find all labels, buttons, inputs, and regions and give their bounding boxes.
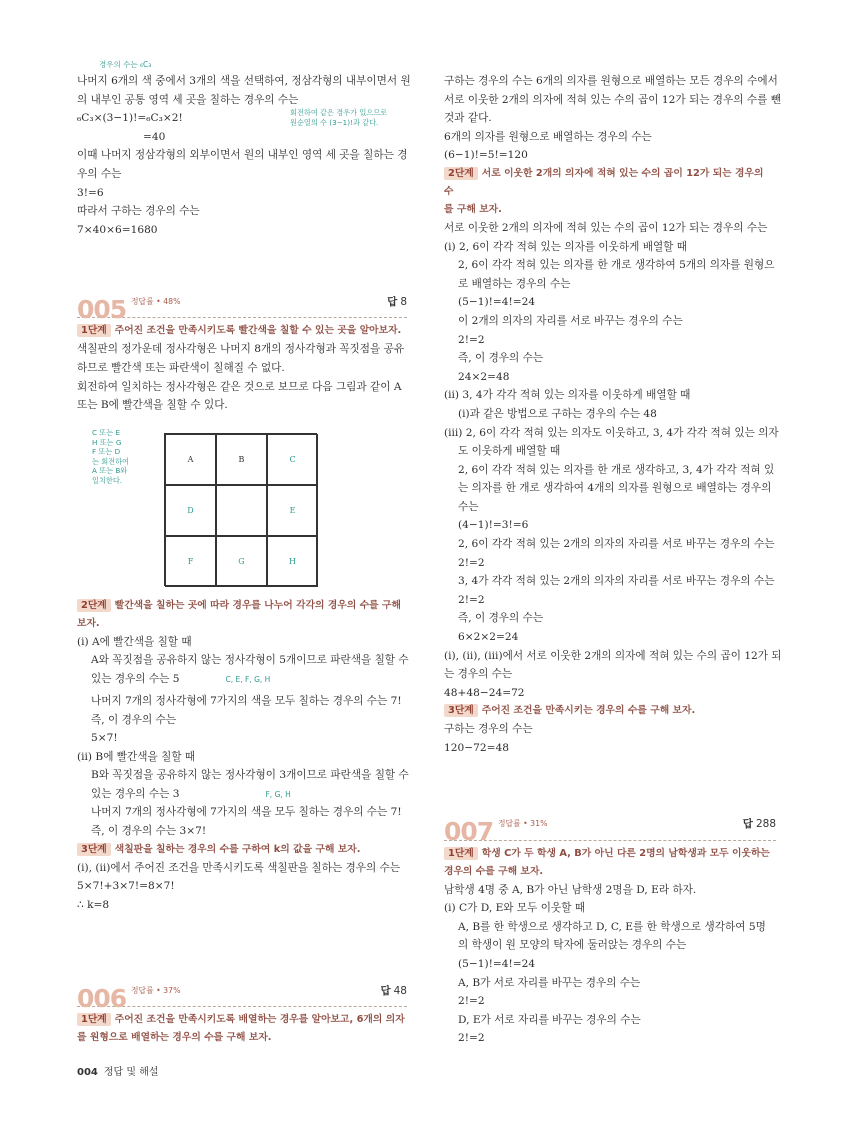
- answer: [743, 815, 776, 834]
- text-line: 하므로 빨간색 또는 파란색이 칠해질 수 없다.: [77, 361, 285, 374]
- text-line: 서로 이웃한 2개의 의자에 적혀 있는 수의 곱이 12가 되는 경우의 수는: [444, 221, 768, 234]
- step-3: [444, 702, 776, 720]
- step-2-cont: 를 구해 보자.: [444, 203, 502, 215]
- text-line: 회전하여 일치하는 정사각형은 같은 것으로 보므로 다음 그림과 같이 A: [77, 380, 402, 393]
- text-line: (ⅰ), (ⅱ)에서 주어진 조건을 만족시키도록 색칠판을 칠하는 경우의 수는: [77, 861, 401, 874]
- note-line: 는 회전하여: [92, 456, 130, 466]
- text-line: A와 꼭짓점을 공유하지 않는 정사각형이 5개이므로 파란색을 칠할 수: [91, 654, 409, 667]
- step-title: 주어진 조건을 만족시키는 경우의 수를 구해 보자.: [481, 705, 696, 717]
- answer-value: 288: [755, 818, 776, 830]
- grid-cell-e: E: [267, 485, 318, 536]
- text-line: (ⅰ)과 같은 방법으로 구하는 경우의 수는 48: [458, 407, 657, 420]
- problem-007-header: [444, 810, 776, 846]
- accuracy-rate: 정답률 • 31%: [498, 819, 548, 828]
- grid-cell-d: D: [165, 485, 216, 536]
- right-column: [444, 60, 782, 1048]
- text-line: 구하는 경우의 수는: [444, 723, 533, 736]
- text-line: ₆C₃×(3−1)!=₆C₃×2!: [77, 112, 183, 125]
- text-line: 7×40×6=1680: [77, 223, 158, 236]
- step-2: [77, 597, 407, 615]
- accuracy-rate: 정답률 • 37%: [131, 985, 181, 995]
- text-line: 나머지 6개의 색 중에서 3개의 색을 선택하여, 정삼각형의 내부이면서 원: [77, 75, 411, 87]
- text-line: 즉, 이 경우의 수는: [458, 612, 544, 625]
- text-line: 의 내부인 공통 영역 세 곳을 칠하는 경우의 수는: [77, 93, 299, 106]
- footer-title: 정답 및 해설: [103, 1067, 159, 1078]
- text-line: =40: [143, 130, 166, 143]
- text-line: ∴ k=8: [77, 898, 110, 911]
- note-line: H 또는 G: [92, 437, 122, 447]
- text-line: 6×2×2=24: [458, 631, 519, 644]
- text-line: 3, 4가 각각 적혀 있는 2개의 의자의 자리를 서로 바꾸는 경우의 수는: [458, 575, 775, 588]
- note-line: 원순열의 수 (3−1)!과 같다.: [290, 117, 379, 127]
- step-title: 주어진 조건을 만족시키도록 배열하는 경우를 알아보고, 6개의 의자: [114, 1014, 405, 1026]
- note-line: F 또는 D: [92, 447, 121, 456]
- text-line: 2!=2: [458, 333, 485, 346]
- text-line: (5−1)!=4!=24: [458, 296, 536, 309]
- text-line: 우의 수는: [77, 167, 122, 180]
- text-line: (4−1)!=3!=6: [458, 519, 529, 532]
- text-line: 2!=2: [458, 593, 485, 606]
- step-tag: 3단계: [77, 843, 111, 856]
- text-line: 5×7!+3×7!=8×7!: [77, 880, 175, 893]
- text-line: 남학생 4명 중 A, B가 아닌 남학생 2명을 D, E라 하자.: [444, 883, 697, 896]
- text-line: 2!=2: [458, 995, 485, 1008]
- step-2: [444, 165, 776, 201]
- problem-005-header: [77, 287, 407, 324]
- text-line: A, B를 한 학생으로 생각하고 D, C, E를 한 학생으로 생각하여 5명: [458, 920, 766, 933]
- step-title: 빨간색을 칠하는 곳에 따라 경우를 나누어 각각의 경우의 수를 구해: [114, 599, 401, 611]
- text-line: 2, 6이 각각 적혀 있는 의자를 한 개로 생각하여 5개의 의자를 원형으: [458, 259, 775, 272]
- text-line: (ⅲ) 2, 6이 각각 적혀 있는 의자도 이웃하고, 3, 4가 각각 적혀 있는 의자: [444, 426, 779, 439]
- step-title: 색칠판을 칠하는 경우의 수를 구하여 k의 값을 구해 보자.: [114, 843, 361, 855]
- step-tag: 3단계: [444, 704, 478, 717]
- text-span: 있는 경우의 수는 5: [91, 672, 180, 685]
- step-title: 서로 이웃한 2개의 의자에 적혀 있는 수의 곱이 12가 되는 경우의 수: [444, 167, 764, 197]
- problem-006-header: [77, 976, 407, 1013]
- step-1-cont: 를 원형으로 배열하는 경우의 수를 구해 보자.: [77, 1032, 272, 1044]
- accuracy-rate: 정답률 • 48%: [131, 296, 181, 306]
- text-line: 로 배열하는 경우의 수는: [458, 277, 571, 290]
- note-squares-b: F, G, H: [265, 789, 291, 799]
- step-title: 학생 C가 두 학생 A, B가 아닌 다른 2명의 남학생과 모두 이웃하는: [481, 847, 770, 859]
- answer-value: 8: [400, 295, 407, 308]
- text-line: 즉, 이 경우의 수는 3×7!: [91, 825, 207, 838]
- answer-label: 답: [387, 295, 398, 308]
- text-line: B와 꼭짓점을 공유하지 않는 정사각형이 3개이므로 파란색을 칠할 수: [91, 769, 409, 782]
- text-line: 구하는 경우의 수는 6개의 의자를 원형으로 배열하는 모든 경우의 수에서: [444, 75, 778, 87]
- text-line: 또는 B에 빨간색을 칠할 수 있다.: [77, 399, 228, 412]
- answer-label: 답: [380, 984, 391, 997]
- text-line: (ⅰ) C가 D, E와 모두 이웃할 때: [444, 902, 586, 915]
- step-title: 주어진 조건을 만족시키도록 빨간색을 칠할 수 있는 곳을 알아보자.: [114, 325, 402, 337]
- text-line: (ⅱ) B에 빨간색을 칠할 때: [77, 750, 196, 763]
- text-line: 2, 6이 각각 적혀 있는 의자를 한 개로 생각하고, 3, 4가 각각 적혀 있: [458, 463, 775, 476]
- text-span: 있는 경우의 수는 3: [91, 787, 180, 800]
- text-line: (ⅰ), (ⅱ), (ⅲ)에서 서로 이웃한 2개의 의자에 적혀 있는 수의 곱이 12가 되: [444, 649, 782, 662]
- step-1: [444, 845, 776, 863]
- step-3: [77, 841, 407, 859]
- grid-cell-c: C: [267, 434, 318, 485]
- text-line: 따라서 구하는 경우의 수는: [77, 205, 200, 218]
- note-squares-a: C, E, F, G, H: [225, 674, 271, 684]
- text-line: (ⅰ) A에 빨간색을 칠할 때: [77, 635, 192, 648]
- text-line: (5−1)!=4!=24: [458, 957, 536, 970]
- text-line: 즉, 이 경우의 수는: [91, 713, 177, 726]
- answer-label: 답: [742, 818, 753, 830]
- grid-cell-center: [216, 485, 267, 536]
- answer: [387, 293, 407, 312]
- grid-cell-f: F: [165, 536, 216, 587]
- text-line: (ⅱ) 3, 4가 각각 적혀 있는 의자를 이웃하게 배열할 때: [444, 389, 691, 402]
- text-line: 나머지 7개의 정사각형에 7가지의 색을 모두 칠하는 경우의 수는 7!: [91, 694, 402, 707]
- note-line: 일치한다.: [92, 475, 123, 485]
- text-line: 2!=2: [458, 556, 485, 569]
- grid-cell-a: A: [165, 434, 216, 485]
- text-line: 색칠판의 정가운데 정사각형은 나머지 8개의 정사각형과 꼭짓점을 공유: [77, 343, 405, 356]
- grid-side-note: [92, 428, 129, 485]
- text-line: 는 경우의 수는: [444, 668, 513, 681]
- step-tag: 1단계: [77, 1013, 111, 1026]
- grid-cell-h: H: [267, 536, 318, 587]
- text-line: [77, 785, 407, 804]
- text-line: 이 2개의 의자의 자리를 서로 바꾸는 경우의 수는: [458, 314, 683, 327]
- text-line: 5×7!: [91, 732, 118, 745]
- page-number: 004: [77, 1067, 98, 1078]
- text-line: 120−72=48: [444, 742, 509, 754]
- text-line: 6개의 의자를 원형으로 배열하는 경우의 수는: [444, 130, 652, 143]
- note-line: 회전하여 같은 경우가 있으므로: [290, 108, 388, 117]
- text-line: [77, 670, 407, 692]
- text-line: 는 의자를 한 개로 생각하여 4개의 의자를 원형으로 배열하는 경우의: [458, 482, 772, 495]
- text-line: (ⅰ) 2, 6이 각각 적혀 있는 의자를 이웃하게 배열할 때: [444, 240, 688, 253]
- step-1-cont: 경우의 수를 구해 보자.: [444, 865, 544, 877]
- step-tag: 1단계: [77, 324, 111, 337]
- text-line: (6−1)!=5!=120: [444, 149, 528, 162]
- page-footer: [77, 1063, 159, 1078]
- problem-number: 007: [444, 817, 494, 846]
- step-2-cont: 보자.: [77, 617, 100, 629]
- answer: [380, 982, 407, 1001]
- note-line: C 또는 E: [92, 428, 121, 437]
- problem-number: 006: [77, 983, 127, 1013]
- text-line: 것과 같다.: [444, 112, 492, 125]
- answer-value: 48: [393, 984, 407, 997]
- text-line: 나머지 7개의 정사각형에 7가지의 색을 모두 칠하는 경우의 수는 7!: [91, 806, 402, 819]
- text-line: 2, 6이 각각 적혀 있는 2개의 의자의 자리를 서로 바꾸는 경우의 수는: [458, 538, 775, 551]
- text-line: 즉, 이 경우의 수는: [458, 352, 544, 365]
- coloring-board-grid: [164, 433, 317, 586]
- text-line: 48+48−24=72: [444, 686, 525, 699]
- rotate-note: [290, 108, 387, 127]
- text-line: 3!=6: [77, 186, 104, 199]
- text-line: 이때 나머지 정삼각형의 외부이면서 원의 내부인 영역 세 곳을 칠하는 경: [77, 149, 408, 162]
- step-1: [77, 322, 407, 340]
- text-line: D, E가 서로 자리를 바꾸는 경우의 수는: [458, 1013, 641, 1026]
- step-tag: 2단계: [444, 167, 478, 180]
- annotation-text: 경우의 수는 ₆C₃: [99, 60, 152, 69]
- step-1: [77, 1011, 407, 1029]
- text-line: 의 학생이 원 모양의 탁자에 둘러앉는 경우의 수는: [458, 939, 687, 952]
- text-line: A, B가 서로 자리를 바꾸는 경우의 수는: [458, 976, 641, 989]
- text-line: 수는: [458, 500, 479, 513]
- text-line: 서로 이웃한 2개의 의자에 적혀 있는 수의 곱이 12가 되는 경우의 수를 뺀: [444, 93, 781, 106]
- annotation-combination: [77, 60, 407, 72]
- grid-cell-b: B: [216, 434, 267, 485]
- step-tag: 1단계: [444, 847, 478, 860]
- text-line: 도 이웃하게 배열할 때: [458, 445, 561, 458]
- grid-cell-g: G: [216, 536, 267, 587]
- text-line: 24×2=48: [458, 370, 510, 383]
- problem-number: 005: [77, 294, 127, 324]
- text-line: 2!=2: [458, 1032, 485, 1045]
- note-line: A 또는 B와: [92, 466, 128, 475]
- step-tag: 2단계: [77, 599, 111, 612]
